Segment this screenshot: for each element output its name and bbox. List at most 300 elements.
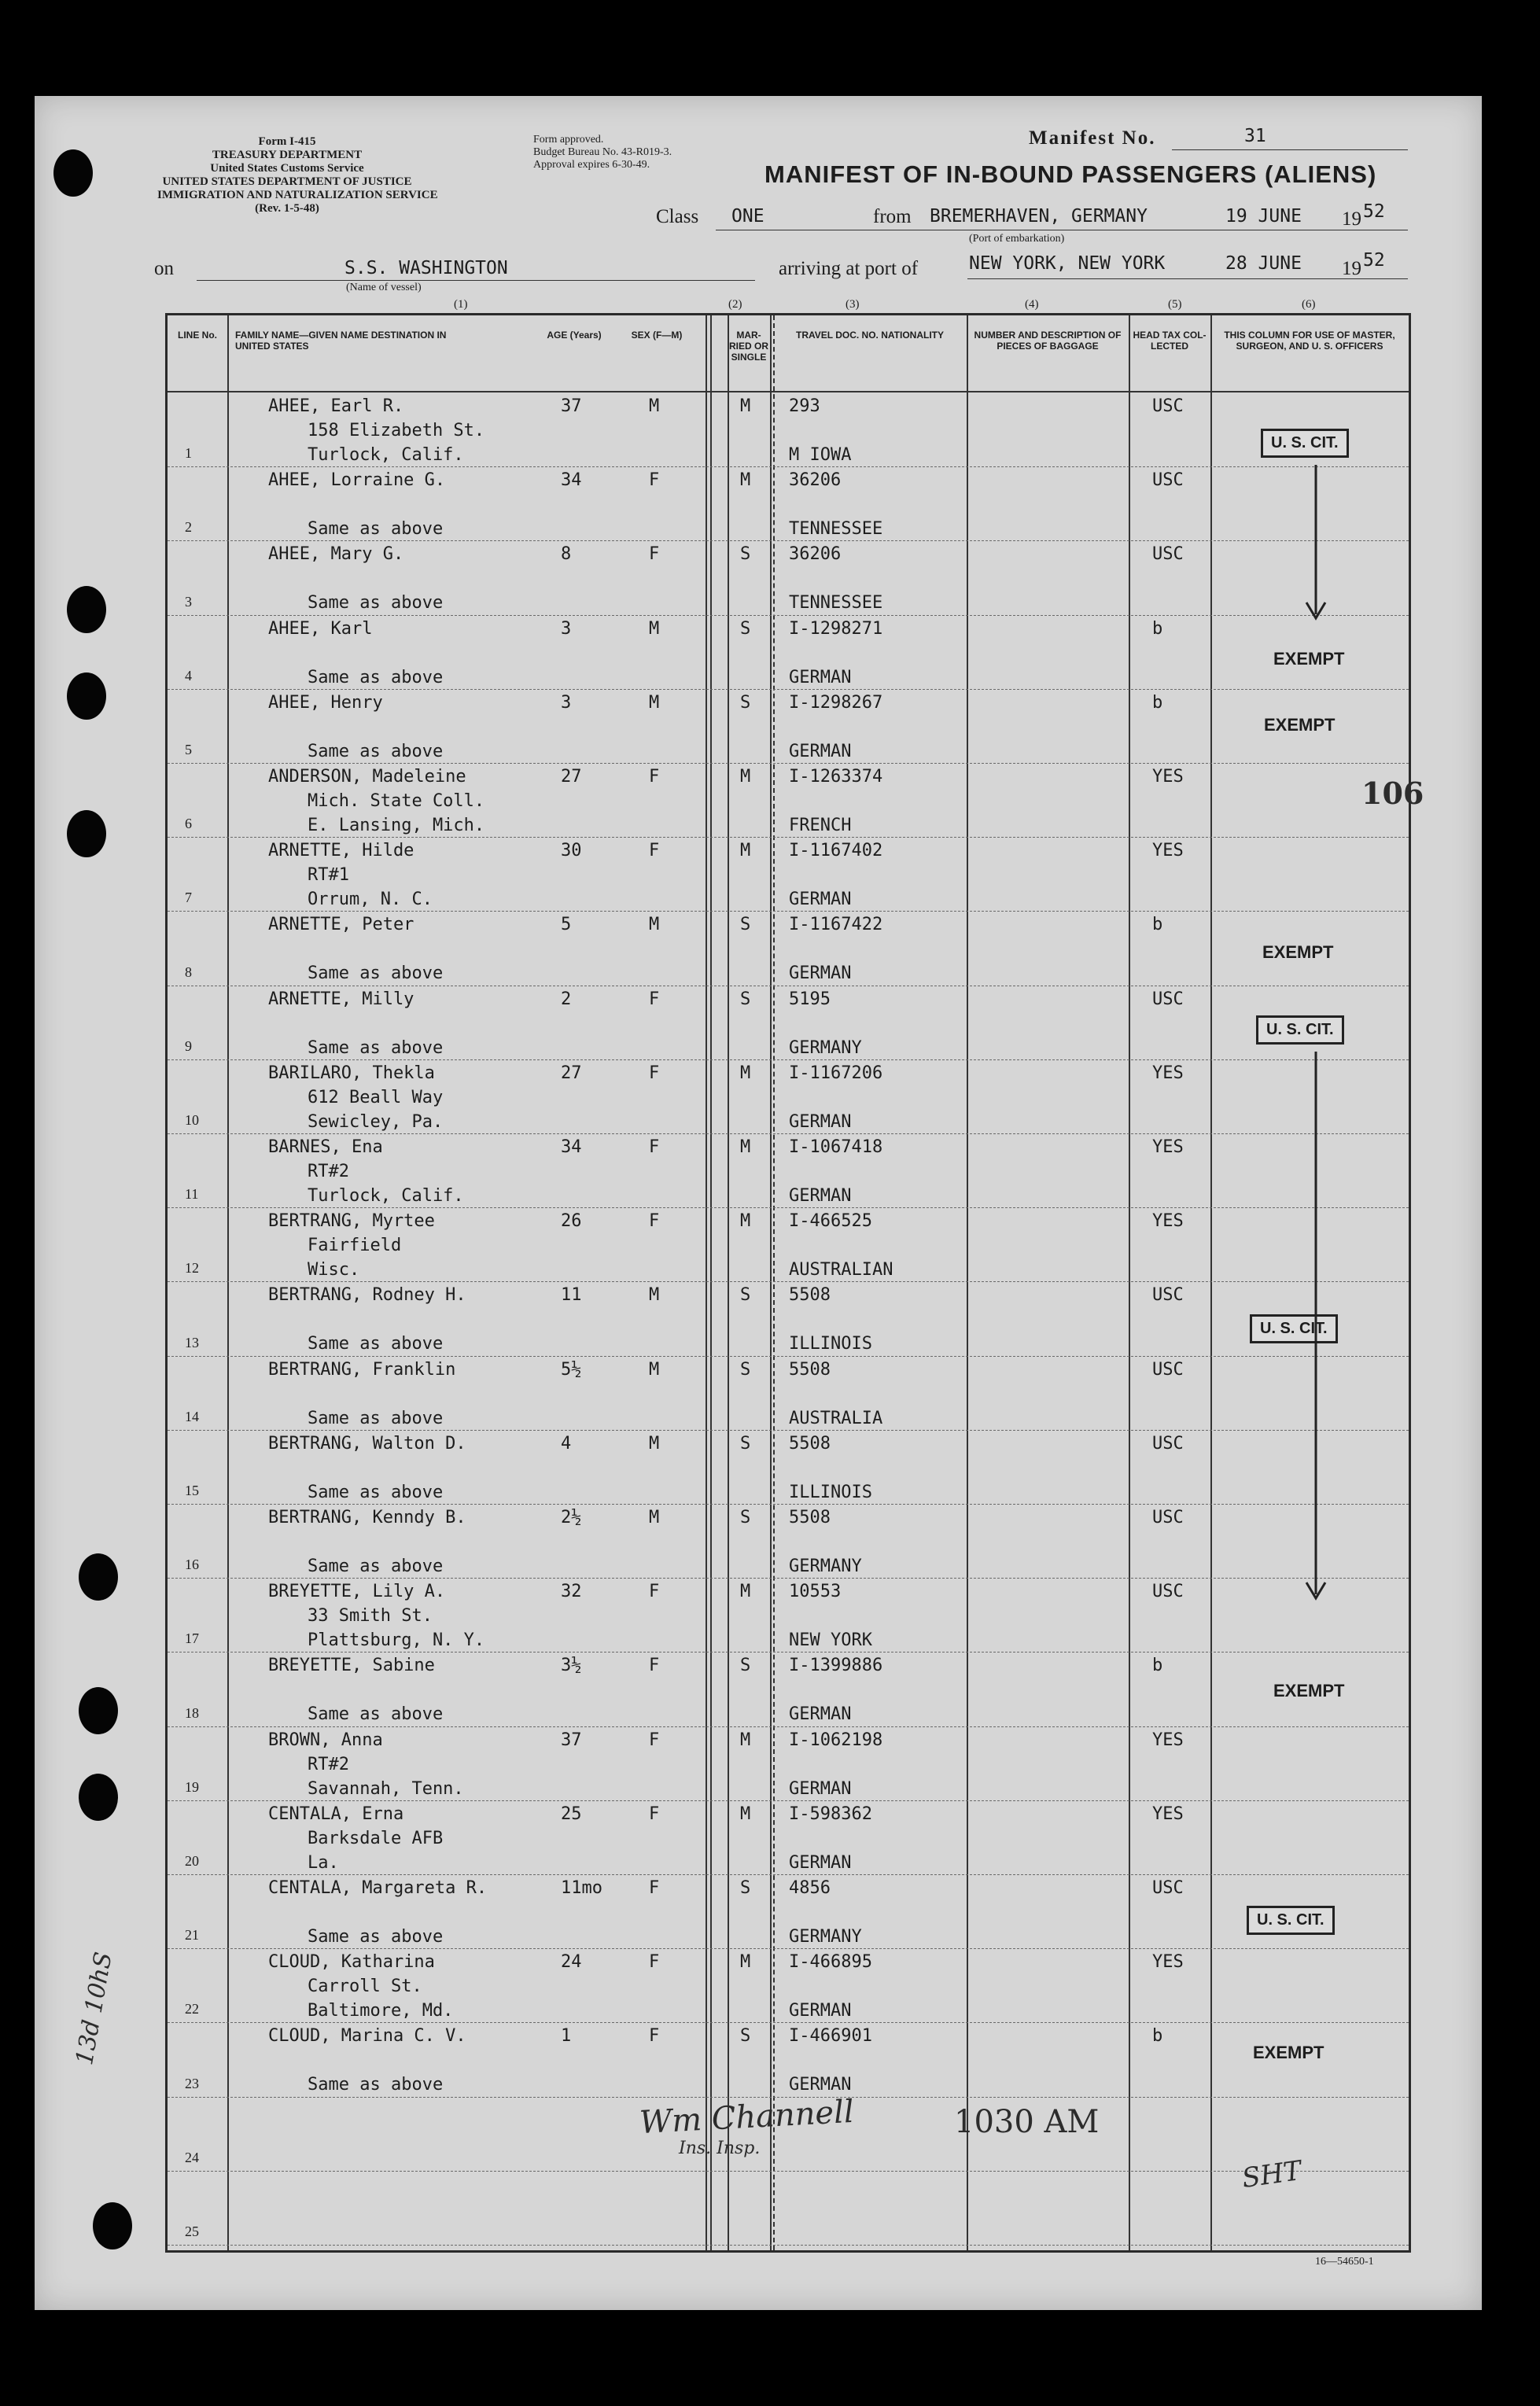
passenger-name: CENTALA, Erna xyxy=(268,1804,404,1824)
marital-status: M xyxy=(740,1582,751,1602)
sex: F xyxy=(649,1137,660,1157)
us-cit-stamp: U. S. CIT. xyxy=(1261,429,1349,458)
form-number: Form I-415 xyxy=(258,135,316,148)
dept-justice: UNITED STATES DEPARTMENT OF JUSTICE xyxy=(162,175,412,188)
table-row xyxy=(168,392,1409,466)
age: 8 xyxy=(561,544,572,565)
head-tax: USC xyxy=(1152,1878,1184,1898)
table-row xyxy=(168,1207,1409,1281)
marital-status: S xyxy=(740,1878,751,1898)
table-row xyxy=(168,1281,1409,1355)
line-number: 23 xyxy=(185,2075,199,2091)
head-tax: YES xyxy=(1152,1804,1184,1824)
passenger-name: CLOUD, Marina C. V. xyxy=(268,2026,466,2047)
binder-hole xyxy=(79,1774,118,1821)
line-number: 12 xyxy=(185,1260,199,1277)
table-row xyxy=(168,1504,1409,1578)
approval-line-1: Form approved. xyxy=(533,134,604,146)
line-number: 13 xyxy=(185,1334,199,1350)
class-label: Class xyxy=(656,206,699,227)
age: 1 xyxy=(561,2026,572,2047)
nationality: AUSTRALIAN xyxy=(789,1260,893,1280)
sex: F xyxy=(649,1952,660,1973)
sex: F xyxy=(649,767,660,787)
line-number: 7 xyxy=(185,890,192,906)
sex: F xyxy=(649,1730,660,1750)
marital-status: M xyxy=(740,1952,751,1973)
passenger-name: BREYETTE, Sabine xyxy=(268,1656,435,1676)
age: 27 xyxy=(561,767,582,787)
marital-status: M xyxy=(740,1211,751,1232)
line-number: 8 xyxy=(185,964,192,980)
nationality: GERMAN xyxy=(789,2075,852,2095)
marital-status: S xyxy=(740,692,751,713)
passenger-name: BERTRANG, Myrtee xyxy=(268,1211,435,1232)
nationality: ILLINOIS xyxy=(789,1482,872,1502)
travel-doc-no: 5508 xyxy=(789,1508,831,1527)
sex: M xyxy=(649,1508,660,1527)
line-number: 4 xyxy=(185,667,192,683)
sex: M xyxy=(649,915,660,935)
passenger-name: BERTRANG, Walton D. xyxy=(268,1433,466,1454)
marital-status: S xyxy=(740,1656,751,1676)
destination-street: Barksdale AFB xyxy=(308,1828,444,1848)
marital-status: M xyxy=(740,1804,751,1824)
arrival-year-prefix: 19 xyxy=(1342,258,1361,279)
passenger-name: BREYETTE, Lily A. xyxy=(268,1582,446,1602)
travel-doc-no: I-1298271 xyxy=(789,618,883,639)
marital-status: M xyxy=(740,1137,751,1157)
approval-line-3: Approval expires 6-30-49. xyxy=(533,159,650,171)
travel-doc-no: I-1167422 xyxy=(789,915,883,935)
sex: F xyxy=(649,544,660,565)
on-label: on xyxy=(154,258,174,279)
sex: F xyxy=(649,841,660,861)
destination-street: Mich. State Coll. xyxy=(308,791,485,811)
head-tax: USC xyxy=(1152,1359,1184,1380)
line-number: 14 xyxy=(185,1408,199,1424)
passenger-name: BERTRANG, Rodney H. xyxy=(268,1285,466,1306)
passenger-name: BARILARO, Thekla xyxy=(268,1063,435,1083)
col-num-6: (6) xyxy=(1302,298,1316,311)
nationality: GERMANY xyxy=(789,1557,862,1576)
nationality: GERMAN xyxy=(789,890,852,910)
exempt-stamp: EXEMPT xyxy=(1273,1681,1345,1700)
age: 32 xyxy=(561,1582,582,1602)
destination-city: Same as above xyxy=(308,1482,444,1502)
age: 3 xyxy=(561,618,572,639)
age: 3 xyxy=(561,692,572,713)
departure-year-prefix: 19 xyxy=(1342,208,1361,230)
col-header-sex: SEX (F—M) xyxy=(631,330,683,341)
destination-city: Same as above xyxy=(308,1408,444,1428)
destination-city: Same as above xyxy=(308,519,444,540)
manifest-no-underline xyxy=(1172,149,1408,150)
travel-doc-no: I-1167402 xyxy=(789,841,883,861)
passenger-name: ANDERSON, Madeleine xyxy=(268,767,466,787)
head-tax: b xyxy=(1152,692,1163,713)
marital-status: S xyxy=(740,1433,751,1454)
nationality: GERMAN xyxy=(789,964,852,984)
travel-doc-no: I-1167206 xyxy=(789,1063,883,1083)
class-value: ONE xyxy=(731,206,764,227)
arrival-year: 52 xyxy=(1363,250,1385,271)
age: 2½ xyxy=(561,1508,582,1527)
inspector-title: Ins. Insp. xyxy=(679,2139,761,2158)
head-tax: b xyxy=(1152,1656,1163,1676)
time-annotation: 1030 AM xyxy=(954,2104,1100,2140)
head-tax: YES xyxy=(1152,1063,1184,1083)
destination-city: Turlock, Calif. xyxy=(308,1186,464,1206)
age: 37 xyxy=(561,396,582,416)
nationality: GERMAN xyxy=(789,1778,852,1799)
marital-status: S xyxy=(740,915,751,935)
age: 3½ xyxy=(561,1656,582,1676)
vessel-note: (Name of vessel) xyxy=(346,282,422,293)
destination-city: La. xyxy=(308,1852,339,1873)
head-tax: USC xyxy=(1152,544,1184,565)
destination-street: Fairfield xyxy=(308,1236,402,1256)
destination-street: RT#1 xyxy=(308,865,349,886)
destination-street: 612 Beall Way xyxy=(308,1087,444,1107)
destination-street: 158 Elizabeth St. xyxy=(308,421,485,440)
travel-doc-no: 4856 xyxy=(789,1878,831,1898)
row-rule xyxy=(168,2245,1409,2246)
binder-hole xyxy=(93,2202,132,2249)
destination-city: Turlock, Calif. xyxy=(308,445,464,465)
col-header-married: MAR- RIED OR SINGLE xyxy=(728,330,768,363)
line-number: 19 xyxy=(185,1778,199,1795)
sex: F xyxy=(649,1656,660,1676)
destination-city: Same as above xyxy=(308,1704,444,1725)
table-row xyxy=(168,1948,1409,2022)
destination-city: Same as above xyxy=(308,1927,444,1947)
marital-status: M xyxy=(740,1063,751,1083)
line-number: 15 xyxy=(185,1482,199,1498)
travel-doc-no: 36206 xyxy=(789,470,842,491)
arrival-port: NEW YORK, NEW YORK xyxy=(969,253,1166,274)
destination-city: Same as above xyxy=(308,1037,444,1058)
binder-hole xyxy=(53,149,93,197)
line-number: 5 xyxy=(185,741,192,757)
line-number: 20 xyxy=(185,1852,199,1869)
col-num-5: (5) xyxy=(1168,298,1182,311)
count-annotation: 106 xyxy=(1361,776,1424,811)
binder-hole xyxy=(79,1687,118,1734)
marital-status: M xyxy=(740,767,751,787)
line-number: 11 xyxy=(185,1186,199,1203)
sex: F xyxy=(649,989,660,1009)
nationality: AUSTRALIA xyxy=(789,1408,883,1428)
marital-status: S xyxy=(740,989,751,1009)
head-tax: USC xyxy=(1152,1285,1184,1306)
travel-doc-no: 5508 xyxy=(789,1285,831,1306)
head-tax: YES xyxy=(1152,841,1184,861)
exempt-stamp: EXEMPT xyxy=(1262,942,1334,962)
head-tax: YES xyxy=(1152,767,1184,787)
age: 27 xyxy=(561,1063,582,1083)
passenger-name: ARNETTE, Hilde xyxy=(268,841,414,861)
table-row xyxy=(168,1874,1409,1948)
nationality: GERMAN xyxy=(789,1186,852,1206)
destination-city: Sewicley, Pa. xyxy=(308,1111,444,1132)
age: 4 xyxy=(561,1433,572,1454)
age: 2 xyxy=(561,989,572,1009)
manifest-no-value: 31 xyxy=(1244,126,1266,146)
table-row xyxy=(168,837,1409,911)
inspector-signature: Wm Channell xyxy=(638,2093,855,2142)
destination-city: Same as above xyxy=(308,1334,444,1354)
col-header-line: LINE No. xyxy=(178,330,217,341)
col-header-officers: THIS COLUMN FOR USE OF MASTER, SURGEON, AND U. S. OFFICERS xyxy=(1224,330,1395,352)
table-row xyxy=(168,615,1409,689)
line-number: 10 xyxy=(185,1111,199,1128)
destination-city: Same as above xyxy=(308,2075,444,2095)
destination-street: 33 Smith St. xyxy=(308,1606,433,1627)
page-title: MANIFEST OF IN-BOUND PASSENGERS (ALIENS) xyxy=(764,160,1377,188)
line-number: 6 xyxy=(185,816,192,832)
marital-status: M xyxy=(740,470,751,491)
head-tax: USC xyxy=(1152,989,1184,1009)
line-number: 17 xyxy=(185,1630,199,1647)
form-header-left xyxy=(157,135,438,216)
passenger-name: CENTALA, Margareta R. xyxy=(268,1878,488,1898)
marital-status: S xyxy=(740,618,751,639)
destination-city: Same as above xyxy=(308,1557,444,1576)
destination-city: Plattsburg, N. Y. xyxy=(308,1630,485,1651)
arrow-icon xyxy=(1300,465,1332,622)
dept-treasury: TREASURY DEPARTMENT xyxy=(212,149,363,161)
marital-status: S xyxy=(740,1508,751,1527)
head-tax: YES xyxy=(1152,1137,1184,1157)
age: 11 xyxy=(561,1285,582,1306)
arriving-label: arriving at port of xyxy=(779,258,919,279)
line-number: 21 xyxy=(185,1927,199,1944)
head-tax: USC xyxy=(1152,1433,1184,1454)
line-number: 18 xyxy=(185,1704,199,1721)
sex: F xyxy=(649,1878,660,1898)
nationality: GERMANY xyxy=(789,1037,862,1058)
form-revision: (Rev. 1-5-48) xyxy=(255,202,319,215)
nationality: GERMAN xyxy=(789,2001,852,2021)
nationality: GERMAN xyxy=(789,1111,852,1132)
exempt-stamp: EXEMPT xyxy=(1273,649,1345,669)
sex: F xyxy=(649,1582,660,1602)
travel-doc-no: 5195 xyxy=(789,989,831,1009)
table-row xyxy=(168,763,1409,837)
head-tax: USC xyxy=(1152,1508,1184,1527)
departure-date: 19 JUNE xyxy=(1225,206,1302,227)
destination-city: Wisc. xyxy=(308,1260,360,1280)
col-header-travel-doc: TRAVEL DOC. NO. NATIONALITY xyxy=(796,330,944,341)
port-of-embarkation: BREMERHAVEN, GERMANY xyxy=(930,206,1148,227)
us-cit-stamp: U. S. CIT. xyxy=(1250,1314,1338,1343)
travel-doc-no: I-466901 xyxy=(789,2026,872,2047)
table-row xyxy=(168,1652,1409,1726)
age: 11mo xyxy=(561,1878,602,1898)
form-approval xyxy=(533,134,672,171)
head-tax: YES xyxy=(1152,1730,1184,1750)
table-row xyxy=(168,1578,1409,1652)
nationality: GERMAN xyxy=(789,741,852,761)
passenger-name: BERTRANG, Kenndy B. xyxy=(268,1508,466,1527)
travel-doc-no: I-1298267 xyxy=(789,692,883,713)
sex: M xyxy=(649,396,660,416)
sex: M xyxy=(649,1285,660,1306)
line-number: 2 xyxy=(185,519,192,536)
age: 30 xyxy=(561,841,582,861)
destination-street: RT#2 xyxy=(308,1754,349,1774)
table-row xyxy=(168,1059,1409,1133)
initials-annotation: SHT xyxy=(1240,2154,1304,2195)
vessel-name: S.S. WASHINGTON xyxy=(344,258,508,278)
embarkation-note: (Port of embarkation) xyxy=(969,233,1065,245)
age: 5½ xyxy=(561,1359,582,1380)
exempt-stamp: EXEMPT xyxy=(1253,2043,1324,2062)
sex: M xyxy=(649,618,660,639)
marital-status: S xyxy=(740,544,751,565)
passenger-table xyxy=(165,298,1424,2253)
line-number: 22 xyxy=(185,2001,199,2017)
sex: F xyxy=(649,470,660,491)
head-tax: YES xyxy=(1152,1952,1184,1973)
sex: F xyxy=(649,1211,660,1232)
col-header-name: FAMILY NAME—GIVEN NAME DESTINATION IN UNITED STATES xyxy=(235,330,447,352)
sex: M xyxy=(649,692,660,713)
passenger-name: AHEE, Henry xyxy=(268,692,383,713)
passenger-name: BARNES, Ena xyxy=(268,1137,383,1157)
nationality: ILLINOIS xyxy=(789,1334,872,1354)
travel-doc-no: 36206 xyxy=(789,544,842,565)
travel-doc-no: I-466895 xyxy=(789,1952,872,1973)
age: 34 xyxy=(561,1137,582,1157)
col-header-baggage: NUMBER AND DESCRIPTION OF PIECES OF BAGGAGE xyxy=(974,330,1122,352)
table-row xyxy=(168,466,1409,540)
destination-city: E. Lansing, Mich. xyxy=(308,816,485,835)
table-row xyxy=(168,540,1409,614)
travel-doc-no: I-466525 xyxy=(789,1211,872,1232)
col-num-3: (3) xyxy=(846,298,860,311)
marital-status: S xyxy=(740,1359,751,1380)
age: 37 xyxy=(561,1730,582,1750)
destination-street: RT#2 xyxy=(308,1162,349,1181)
passenger-name: AHEE, Earl R. xyxy=(268,396,404,416)
line-number: 24 xyxy=(185,2149,199,2165)
line-number: 16 xyxy=(185,1557,199,1573)
age: 34 xyxy=(561,470,582,491)
table-row xyxy=(168,911,1409,985)
passenger-name: BERTRANG, Franklin xyxy=(268,1359,456,1380)
destination-city: Same as above xyxy=(308,964,444,984)
table-row xyxy=(168,1726,1409,1800)
passenger-name: BROWN, Anna xyxy=(268,1730,383,1750)
vessel-underline xyxy=(197,280,755,281)
head-tax: b xyxy=(1152,618,1163,639)
manifest-no-label: Manifest No. xyxy=(1029,127,1156,149)
sex: M xyxy=(649,1359,660,1380)
table-row xyxy=(168,2022,1409,2096)
nationality: TENNESSEE xyxy=(789,593,883,613)
table-row xyxy=(168,1133,1409,1207)
head-tax: YES xyxy=(1152,1211,1184,1232)
age: 25 xyxy=(561,1804,582,1824)
col-header-age: AGE (Years) xyxy=(547,330,602,341)
age: 5 xyxy=(561,915,572,935)
nationality: TENNESSEE xyxy=(789,519,883,540)
arrival-date: 28 JUNE xyxy=(1225,253,1302,274)
binder-hole xyxy=(79,1553,118,1601)
marital-status: S xyxy=(740,2026,751,2047)
marital-status: M xyxy=(740,1730,751,1750)
table-row xyxy=(168,1356,1409,1430)
from-label: from xyxy=(873,206,912,227)
col-num-1: (1) xyxy=(454,298,468,311)
head-tax: b xyxy=(1152,2026,1163,2047)
us-cit-stamp: U. S. CIT. xyxy=(1247,1906,1335,1935)
us-cit-stamp: U. S. CIT. xyxy=(1256,1015,1344,1045)
nationality: M IOWA xyxy=(789,445,852,465)
destination-city: Same as above xyxy=(308,593,444,613)
destination-city: Same as above xyxy=(308,667,444,687)
line-number: 1 xyxy=(185,445,192,462)
passenger-name: CLOUD, Katharina xyxy=(268,1952,435,1973)
destination-city: Same as above xyxy=(308,741,444,761)
destination-city: Savannah, Tenn. xyxy=(308,1778,464,1799)
passenger-name: AHEE, Mary G. xyxy=(268,544,404,565)
col-num-4: (4) xyxy=(1025,298,1039,311)
dept-ins: IMMIGRATION AND NATURALIZATION SERVICE xyxy=(157,189,438,201)
line-number: 3 xyxy=(185,593,192,610)
arrival-underline xyxy=(967,278,1408,279)
line-number: 25 xyxy=(185,2223,199,2239)
sex: F xyxy=(649,2026,660,2047)
passenger-name: AHEE, Lorraine G. xyxy=(268,470,446,491)
head-tax: USC xyxy=(1152,1582,1184,1602)
table-row xyxy=(168,1800,1409,1874)
table-row xyxy=(168,689,1409,763)
destination-city: Orrum, N. C. xyxy=(308,890,433,910)
nationality: GERMAN xyxy=(789,667,852,687)
travel-doc-no: I-1067418 xyxy=(789,1137,883,1157)
head-tax: USC xyxy=(1152,396,1184,416)
table-row xyxy=(168,986,1409,1059)
nationality: NEW YORK xyxy=(789,1630,872,1651)
travel-doc-no: 5508 xyxy=(789,1359,831,1380)
binder-hole xyxy=(67,586,106,633)
head-tax: USC xyxy=(1152,470,1184,491)
head-tax: b xyxy=(1152,915,1163,935)
passenger-name: AHEE, Karl xyxy=(268,618,373,639)
nationality: GERMANY xyxy=(789,1927,862,1947)
table-row xyxy=(168,2171,1409,2245)
travel-doc-no: I-1263374 xyxy=(789,767,883,787)
line-number: 9 xyxy=(185,1037,192,1054)
col-header-head-tax: HEAD TAX COL- LECTED xyxy=(1133,330,1207,352)
exempt-stamp: EXEMPT xyxy=(1264,715,1336,735)
dept-customs: United States Customs Service xyxy=(210,162,364,175)
margin-annotation: 13d 10hS xyxy=(71,1950,118,2068)
sex: F xyxy=(649,1804,660,1824)
travel-doc-no: I-1062198 xyxy=(789,1730,883,1750)
destination-city: Baltimore, Md. xyxy=(308,2001,454,2021)
destination-street: Carroll St. xyxy=(308,1977,422,1997)
departure-year: 52 xyxy=(1363,201,1385,222)
sex: M xyxy=(649,1433,660,1454)
approval-line-2: Budget Bureau No. 43-R019-3. xyxy=(533,146,672,158)
table-row xyxy=(168,1430,1409,1504)
nationality: GERMAN xyxy=(789,1852,852,1873)
binder-hole xyxy=(67,810,106,857)
